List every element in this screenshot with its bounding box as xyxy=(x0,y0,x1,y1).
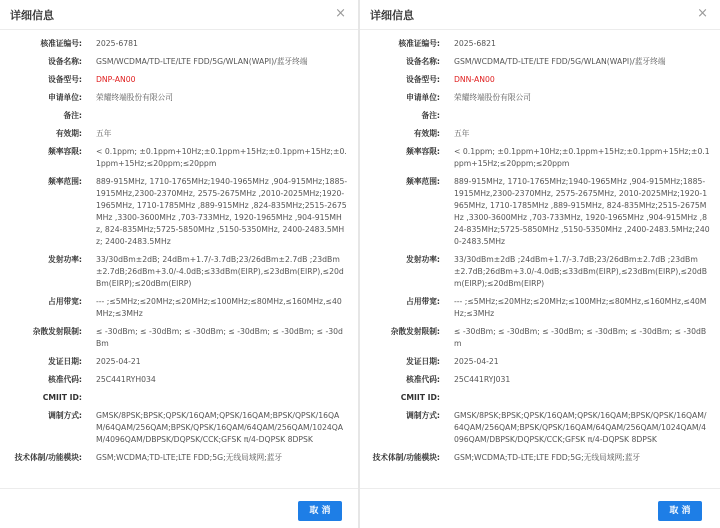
detail-row xyxy=(360,74,720,86)
field-label: 发射功率: xyxy=(406,255,440,264)
field-value: --- ;≤5MHz;≤20MHz;≤20MHz;≤100MHz;≤80MHz,≤160MHz,≤40MHz;≤3MHz xyxy=(454,297,707,318)
detail-row xyxy=(0,110,358,122)
field-label: 频率容限: xyxy=(406,147,440,156)
field-value: 荣耀终端股份有限公司 xyxy=(96,93,173,102)
field-value: GSM/WCDMA/TD-LTE/LTE FDD/5G/WLAN(WAPI)/蓝牙终端 xyxy=(96,57,308,66)
field-value xyxy=(454,392,720,404)
detail-row xyxy=(360,254,720,290)
detail-row xyxy=(0,92,358,104)
field-value: GSM/WCDMA/TD-LTE/LTE FDD/5G/WLAN(WAPI)/蓝牙终端 xyxy=(454,57,666,66)
model-number-value: DNN-AN00 xyxy=(454,75,495,84)
detail-row xyxy=(360,176,720,248)
field-value xyxy=(96,392,358,404)
field-label: 频率范围: xyxy=(48,177,82,186)
detail-row xyxy=(0,176,358,248)
model-number-value: DNP-AN00 xyxy=(96,75,136,84)
field-label: 技术体制/功能模块: xyxy=(372,453,440,462)
field-label: 占用带宽: xyxy=(48,297,82,306)
detail-dialog-right xyxy=(360,0,720,528)
detail-row xyxy=(360,56,720,68)
detail-row xyxy=(360,452,720,464)
field-value: GMSK/8PSK;BPSK;QPSK/16QAM;QPSK/16QAM;BPSK/QPSK/16QAM/64QAM/256QAM;BPSK/QPSK/16QAM/64QAM/256QAM/1024QAM/4096QAM/DBPSK/DQPSK/CCK;GFSK π/4-DQPSK 8DPSK xyxy=(96,411,344,444)
field-value xyxy=(454,110,720,122)
field-label: 发证日期: xyxy=(406,357,440,366)
field-label: 调制方式: xyxy=(48,411,82,420)
dialog-header xyxy=(0,0,358,30)
detail-row xyxy=(360,128,720,140)
detail-row xyxy=(360,296,720,320)
field-label: 设备型号: xyxy=(48,75,82,84)
detail-row xyxy=(0,452,358,464)
detail-row xyxy=(360,110,720,122)
field-value: 25C441RYH034 xyxy=(96,375,156,384)
dialog-title: 详细信息 xyxy=(370,9,414,22)
field-label: 杂散发射限制: xyxy=(390,327,440,336)
field-value: 889-915MHz, 1710-1765MHz;1940-1965MHz ,904-915MHz;1885-1915MHz,2300-2370MHz, 2575-2675MHz ,2010-2025MHz;1920-1965MHz, 1710-1785MHz ,889-915MHz ,824-835MHz;2515-2675MHz ,3300-3600MHz ,703-733MHz, 1920-1965MHz ,904-915MHz, 824-835MHz;5725-5850MHz ,5150-5350MHz, 2400-2483.5MHz; 2400-2483.5MHz xyxy=(96,177,348,246)
detail-row xyxy=(360,92,720,104)
detail-row xyxy=(0,374,358,386)
field-label: 频率范围: xyxy=(406,177,440,186)
field-value: GMSK/8PSK;BPSK;QPSK/16QAM;QPSK/16QAM;BPSK/QPSK/16QAM/64QAM/256QAM;BPSK/QPSK/16QAM/64QAM/256QAM/1024QAM/4096QAM/DBPSK/DQPSK/CCK;GFSK π/4-DQPSK 8DPSK xyxy=(454,411,707,444)
field-label: 发射功率: xyxy=(48,255,82,264)
field-value: --- ;≤5MHz;≤20MHz;≤20MHz;≤100MHz;≤80MHz,≤160MHz,≤40MHz;≤3MHz xyxy=(96,297,342,318)
field-value: < 0.1ppm; ±0.1ppm+10Hz;±0.1ppm+15Hz;±0.1ppm+15Hz;±0.1ppm+15Hz;≤20ppm;≤20ppm xyxy=(96,147,347,168)
field-value: ≤ -30dBm; ≤ -30dBm; ≤ -30dBm; ≤ -30dBm; ≤ -30dBm; ≤ -30dBm xyxy=(96,327,343,348)
detail-row xyxy=(0,56,358,68)
detail-dialog-left xyxy=(0,0,358,528)
field-label: CMIIT ID: xyxy=(400,393,440,402)
detail-row xyxy=(0,392,358,404)
field-label: 核准证编号: xyxy=(40,39,82,48)
field-value: 五年 xyxy=(454,129,470,138)
header-divider xyxy=(0,29,358,30)
field-label: 申请单位: xyxy=(406,93,440,102)
dialog-header xyxy=(360,0,720,30)
cancel-button[interactable]: 取 消 xyxy=(298,501,342,521)
field-label: 有效期: xyxy=(413,129,440,138)
dialog-title: 详细信息 xyxy=(10,9,54,22)
header-divider xyxy=(360,29,720,30)
detail-row xyxy=(360,410,720,446)
field-label: CMIIT ID: xyxy=(42,393,82,402)
detail-row xyxy=(0,296,358,320)
detail-row xyxy=(360,374,720,386)
detail-row xyxy=(0,146,358,170)
detail-row xyxy=(0,128,358,140)
detail-row xyxy=(0,74,358,86)
field-value: 889-915MHz, 1710-1765MHz;1940-1965MHz ,904-915MHz;1885-1915MHz,2300-2370MHz, 2575-2675MHz, 2010-2025MHz;1920-1965MHz, 1710-1785MHz ,889-915MHz, 824-835MHz;2515-2675MHz ,3300-3600MHz ,703-733MHz, 1920-1965MHz ,904-915MHz ,824-835MHz;5725-5850MHz ,5150-5350MHz ,2400-2483.5MHz;2400-2483.5MHz xyxy=(454,177,710,246)
field-label: 备注: xyxy=(421,111,440,120)
field-value xyxy=(96,110,358,122)
field-value: 2025-6821 xyxy=(454,39,496,48)
field-label: 有效期: xyxy=(55,129,82,138)
field-label: 发证日期: xyxy=(48,357,82,366)
detail-row xyxy=(360,356,720,368)
field-label: 设备名称: xyxy=(406,57,440,66)
detail-row xyxy=(0,38,358,50)
detail-row xyxy=(360,38,720,50)
field-label: 频率容限: xyxy=(48,147,82,156)
field-label: 设备型号: xyxy=(406,75,440,84)
close-icon[interactable]: × xyxy=(335,6,346,21)
field-value: 五年 xyxy=(96,129,112,138)
field-value: GSM;WCDMA;TD-LTE;LTE FDD;5G;无线局域网;蓝牙 xyxy=(454,453,641,462)
field-label: 核准证编号: xyxy=(398,39,440,48)
field-label: 申请单位: xyxy=(48,93,82,102)
field-value: 荣耀终端股份有限公司 xyxy=(454,93,531,102)
field-value: GSM;WCDMA;TD-LTE;LTE FDD;5G;无线局域网;蓝牙 xyxy=(96,453,283,462)
field-label: 设备名称: xyxy=(48,57,82,66)
field-label: 占用带宽: xyxy=(406,297,440,306)
footer-divider xyxy=(0,488,358,489)
detail-row xyxy=(360,326,720,350)
field-label: 核准代码: xyxy=(48,375,82,384)
detail-list xyxy=(360,38,720,470)
field-label: 调制方式: xyxy=(406,411,440,420)
field-label: 技术体制/功能模块: xyxy=(14,453,82,462)
field-label: 核准代码: xyxy=(406,375,440,384)
field-label: 杂散发射限制: xyxy=(32,327,82,336)
field-value: 2025-04-21 xyxy=(96,357,141,366)
detail-row xyxy=(360,392,720,404)
detail-row xyxy=(0,254,358,290)
detail-list xyxy=(0,38,358,470)
detail-row xyxy=(0,326,358,350)
cancel-button[interactable]: 取 消 xyxy=(658,501,702,521)
close-icon[interactable]: × xyxy=(697,6,708,21)
field-value: 25C441RYJ031 xyxy=(454,375,511,384)
field-value: 2025-6781 xyxy=(96,39,138,48)
footer-divider xyxy=(360,488,720,489)
field-value: 33/30dBm±2dB; 24dBm+1.7/-3.7dB;23/26dBm±2.7dB ;23dBm±2.7dB;26dBm+3.0/-4.0dB;≤33dBm(EIRP),≤23dBm(EIRP),≤20dBm(EIRP);≤20dBm(EIRP) xyxy=(96,255,344,288)
field-value: 2025-04-21 xyxy=(454,357,499,366)
detail-row xyxy=(0,356,358,368)
detail-row xyxy=(360,146,720,170)
field-value: < 0.1ppm; ±0.1ppm+10Hz;±0.1ppm+15Hz;±0.1ppm+15Hz;±0.1ppm+15Hz;≤20ppm;≤20ppm xyxy=(454,147,710,168)
field-value: ≤ -30dBm; ≤ -30dBm; ≤ -30dBm; ≤ -30dBm; ≤ -30dBm; ≤ -30dBm xyxy=(454,327,707,348)
field-value: 33/30dBm±2dB ;24dBm+1.7/-3.7dB;23/26dBm±2.7dB ;23dBm±2.7dB;26dBm+3.0/-4.0dB;≤33dBm(EIRP),≤23dBm(EIRP),≤20dBm(EIRP);≤20dBm(EIRP) xyxy=(454,255,708,288)
field-label: 备注: xyxy=(63,111,82,120)
detail-row xyxy=(0,410,358,446)
